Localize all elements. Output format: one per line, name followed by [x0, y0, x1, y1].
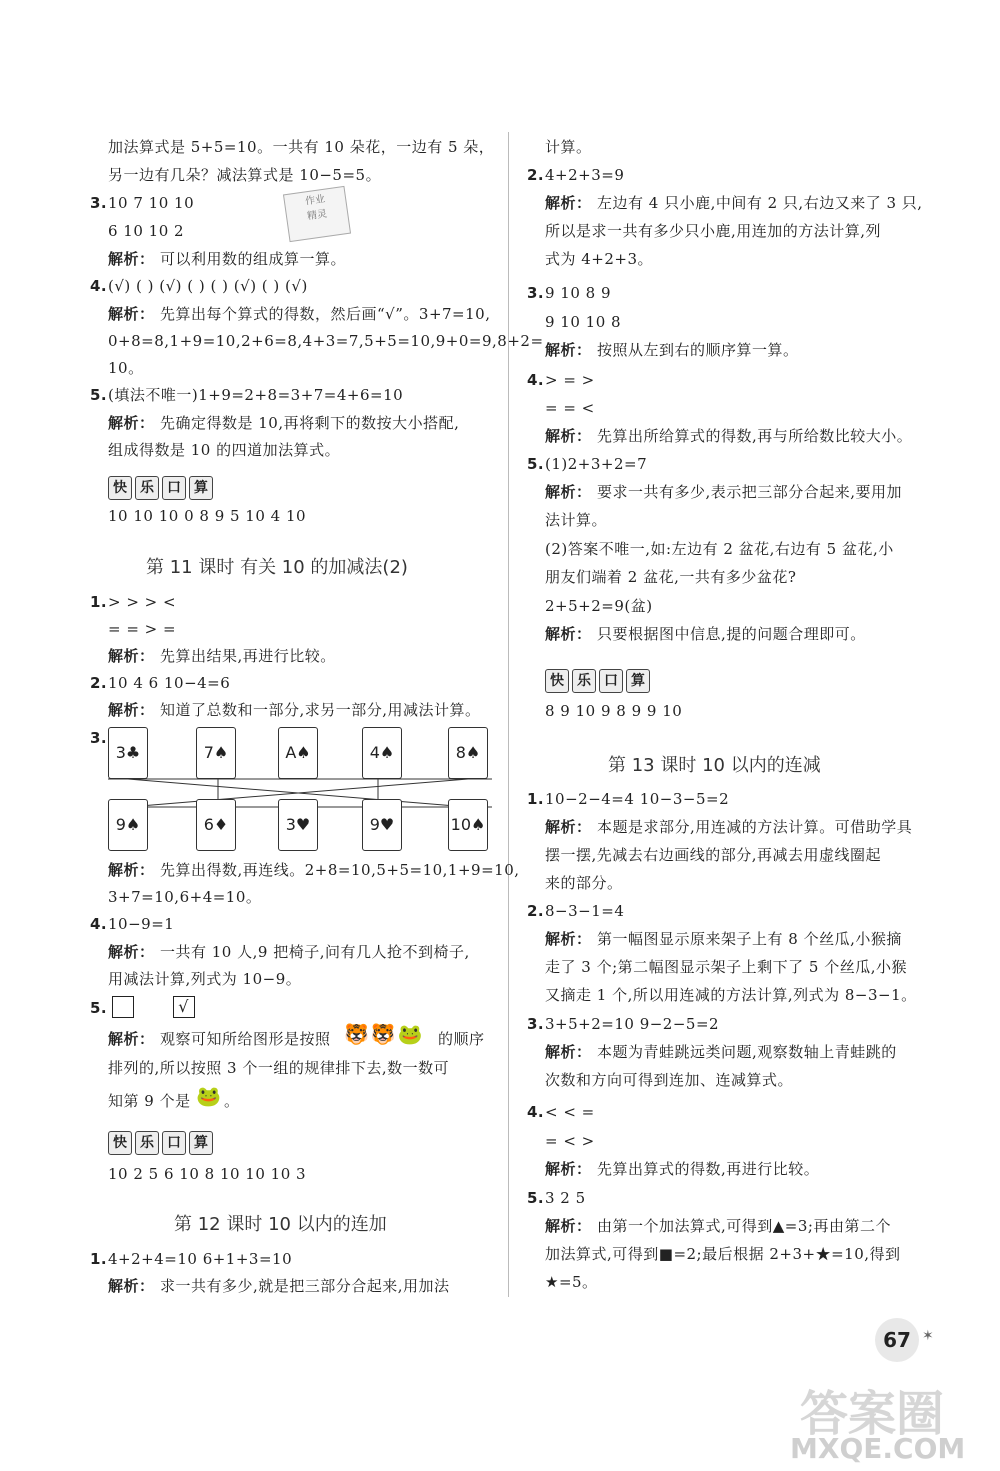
analysis-label: 解析：: [545, 818, 592, 836]
answer-row: 10 4 6 10−4=6: [108, 674, 231, 692]
analysis-text: 要求一共有多少,表示把三部分合起来,要用加: [597, 483, 903, 501]
badge-char: 算: [626, 669, 650, 693]
answer-row: 3 2 5: [545, 1189, 586, 1207]
question-number: 1.: [90, 1250, 108, 1268]
analysis-text: 只要根据图中信息,提的问题合理即可。: [597, 625, 866, 643]
answer-row: 9 10 10 8: [545, 313, 622, 331]
badge-char: 算: [189, 476, 213, 500]
analysis-label: 解析：: [108, 943, 155, 961]
answer-row: > > > <: [108, 593, 177, 611]
question-number: 4.: [527, 1103, 545, 1121]
badge-char: 快: [108, 1131, 132, 1155]
answer-row: = = > =: [108, 620, 177, 638]
answer-row: = = <: [545, 399, 595, 417]
analysis-text: 。: [224, 1092, 240, 1110]
badge-char: 口: [162, 476, 186, 500]
answer-boxes: [112, 996, 195, 1018]
answer-row: 4+2+3=9: [545, 166, 625, 184]
star-icon: ✶: [922, 1328, 934, 1344]
question-number: 5.: [90, 386, 108, 404]
analysis-text: 走了 3 个;第二幅图显示架子上剩下了 5 个丝瓜,小猴: [545, 958, 907, 976]
badge-char: 快: [545, 669, 569, 693]
playing-card: 6♦: [196, 799, 236, 851]
answer-row: > = >: [545, 371, 595, 389]
question-number: 3.: [90, 729, 108, 747]
text-line: 计算。: [545, 138, 592, 156]
playing-card: 8♠: [448, 727, 488, 779]
analysis-text: 先算出所给算式的得数,再与所给数比较大小。: [597, 427, 913, 445]
analysis-text: 组成得数是 10 的四道加法算式。: [108, 441, 341, 459]
analysis-text: 先算出算式的得数,再进行比较。: [597, 1160, 820, 1178]
analysis-text: 式为 4+2+3。: [545, 250, 654, 268]
analysis-text: 先算出结果,再进行比较。: [160, 647, 336, 665]
playing-card: A♠: [278, 727, 318, 779]
analysis-label: 解析：: [545, 1043, 592, 1061]
analysis-text: 的顺序: [438, 1030, 485, 1048]
answer-row: 10 7 10 10: [108, 194, 195, 212]
question-number: 3.: [527, 284, 545, 302]
analysis-text: 次数和方向可得到连加、连减算式。: [545, 1071, 794, 1089]
section-heading: 第 12 课时 10 以内的连加: [174, 1214, 387, 1235]
answer-row: 10 10 10 0 8 9 5 10 4 10: [108, 507, 307, 525]
answer-row: 6 10 10 2: [108, 222, 185, 240]
section-heading: 第 11 课时 有关 10 的加减法(2): [146, 557, 408, 578]
analysis-text: 本题为青蛙跳远类问题,观察数轴上青蛙跳的: [597, 1043, 897, 1061]
playing-card: 3♣: [108, 727, 148, 779]
stamp-image: 作业 精灵: [283, 186, 351, 242]
analysis-text: 来的部分。: [545, 874, 623, 892]
question-number: 4.: [90, 915, 108, 933]
kuaile-kousuan-badge: [545, 669, 650, 693]
card-matching-figure: [108, 725, 492, 860]
answer-row: 4+2+4=10 6+1+3=10: [108, 1250, 293, 1268]
analysis-label: 解析：: [545, 1217, 592, 1235]
answer-row: 9 10 8 9: [545, 284, 612, 302]
analysis-label: 解析：: [108, 305, 155, 323]
analysis-label: 解析：: [545, 427, 592, 445]
analysis-label: 解析：: [108, 861, 155, 879]
kuaile-kousuan-badge: [108, 476, 213, 500]
analysis-label: 解析：: [545, 341, 592, 359]
playing-card: 3♥: [278, 799, 318, 851]
answer-row: 10−9=1: [108, 915, 175, 933]
analysis-text: 按照从左到右的顺序算一算。: [597, 341, 799, 359]
analysis-text: 用减法计算,列式为 10−9。: [108, 970, 302, 988]
analysis-text: 朋友们端着 2 盆花,一共有多少盆花?: [545, 568, 797, 586]
answer-row: 3+5+2=10 9−2−5=2: [545, 1015, 720, 1033]
analysis-text: 可以利用数的组成算一算。: [160, 250, 347, 268]
analysis-text: 知道了总数和一部分,求另一部分,用减法计算。: [160, 701, 481, 719]
answer-row: (1)2+3+2=7: [545, 455, 648, 473]
question-number: 2.: [90, 674, 108, 692]
analysis-text: 先算出得数,再连线。2+8=10,5+5=10,1+9=10,: [160, 861, 520, 879]
analysis-label: 解析：: [108, 414, 155, 432]
analysis-text: 左边有 4 只小鹿,中间有 2 只,右边又来了 3 只,: [597, 194, 923, 212]
answer-row: 8 9 10 9 8 9 9 10: [545, 702, 683, 720]
analysis-text: 法计算。: [545, 511, 608, 529]
analysis-text: 摆一摆,先减去右边画线的部分,再减去用虚线圈起: [545, 846, 882, 864]
analysis-text: 知第 9 个是: [108, 1092, 191, 1110]
watermark-text: MXQE.COM: [790, 1432, 966, 1465]
analysis-text: 先确定得数是 10,再将剩下的数按大小搭配,: [160, 414, 460, 432]
section-heading: 第 13 课时 10 以内的连减: [608, 755, 821, 776]
badge-char: 口: [162, 1131, 186, 1155]
analysis-text: (2)答案不唯一,如:左边有 2 盆花,右边有 5 盆花,小: [545, 540, 894, 558]
playing-card: 9♠: [108, 799, 148, 851]
analysis-label: 解析：: [108, 647, 155, 665]
playing-card: 10♠: [448, 799, 488, 851]
playing-card: 4♠: [362, 727, 402, 779]
badge-char: 乐: [135, 476, 159, 500]
question-number: 2.: [527, 166, 545, 184]
question-number: 3.: [527, 1015, 545, 1033]
analysis-text: 2+5+2=9(盆): [545, 597, 653, 615]
analysis-label: 解析：: [545, 930, 592, 948]
analysis-text: 加法算式,可得到■=2;最后根据 2+3+★=10,得到: [545, 1245, 901, 1263]
analysis-text: 所以是求一共有多少只小鹿,用连加的方法计算,列: [545, 222, 882, 240]
text-line: 另一边有几朵？减法算式是 10−5=5。: [108, 166, 382, 184]
playing-card: 9♥: [362, 799, 402, 851]
question-number: 4.: [527, 371, 545, 389]
empty-box: [112, 996, 134, 1018]
analysis-label: 解析：: [108, 1277, 155, 1295]
answer-row: = < >: [545, 1132, 595, 1150]
badge-char: 乐: [572, 669, 596, 693]
answer-row: 8−3−1=4: [545, 902, 625, 920]
analysis-text: 求一共有多少,就是把三部分合起来,用加法: [160, 1277, 450, 1295]
column-divider: [508, 132, 509, 1297]
analysis-text: 排列的,所以按照 3 个一组的规律排下去,数一数可: [108, 1059, 450, 1077]
analysis-label: 解析：: [108, 1030, 155, 1048]
checked-box: √: [173, 996, 195, 1018]
answer-row: 10−2−4=4 10−3−5=2: [545, 790, 730, 808]
question-number: 1.: [90, 593, 108, 611]
analysis-text: 3+7=10,6+4=10。: [108, 888, 262, 906]
animal-icons-sequence: 🐯🐯🐸: [344, 1022, 425, 1046]
badge-char: 口: [599, 669, 623, 693]
question-number: 5.: [90, 999, 108, 1017]
analysis-label: 解析：: [545, 194, 592, 212]
analysis-text: 又摘走 1 个,所以用连减的方法计算,列式为 8−3−1。: [545, 986, 917, 1004]
text-line: 加法算式是 5+5=10。一共有 10 朵花，一边有 5 朵，: [108, 138, 495, 156]
frog-icon: 🐸: [196, 1084, 222, 1108]
analysis-text: 第一幅图显示原来架子上有 8 个丝瓜,小猴摘: [597, 930, 902, 948]
question-number: 5.: [527, 455, 545, 473]
question-number: 1.: [527, 790, 545, 808]
analysis-text: 先算出每个算式的得数，然后画“√”。3+7=10,: [160, 305, 491, 323]
kuaile-kousuan-badge: [108, 1131, 213, 1155]
analysis-text: ★=5。: [545, 1273, 598, 1291]
answer-row: < < =: [545, 1103, 595, 1121]
analysis-label: 解析：: [108, 250, 155, 268]
analysis-text: 本题是求部分,用连减的方法计算。可借助学具: [597, 818, 913, 836]
page-number: 67: [875, 1318, 919, 1362]
answer-row: 10 2 5 6 10 8 10 10 10 3: [108, 1165, 307, 1183]
analysis-text: 由第一个加法算式,可得到▲=3;再由第二个: [597, 1217, 891, 1235]
analysis-text: 10。: [108, 359, 144, 377]
answer-row: (√) ( ) (√) ( ) ( ) (√) ( ) (√): [108, 277, 308, 295]
question-number: 2.: [527, 902, 545, 920]
question-number: 3.: [90, 194, 108, 212]
answer-row: (填法不唯一)1+9=2+8=3+7=4+6=10: [108, 386, 404, 404]
analysis-label: 解析：: [108, 701, 155, 719]
question-number: 4.: [90, 277, 108, 295]
badge-char: 快: [108, 476, 132, 500]
analysis-label: 解析：: [545, 625, 592, 643]
playing-card: 7♠: [196, 727, 236, 779]
badge-char: 算: [189, 1131, 213, 1155]
question-number: 5.: [527, 1189, 545, 1207]
badge-char: 乐: [135, 1131, 159, 1155]
analysis-label: 解析：: [545, 483, 592, 501]
analysis-text: 一共有 10 人,9 把椅子,问有几人抢不到椅子,: [160, 943, 470, 961]
watermark-logo: 答案圈: [800, 1386, 945, 1442]
analysis-text: 0+8=8,1+9=10,2+6=8,4+3=7,5+5=10,9+0=9,8+2=: [108, 332, 544, 350]
analysis-text: 观察可知所给图形是按照: [160, 1030, 331, 1048]
analysis-label: 解析：: [545, 1160, 592, 1178]
